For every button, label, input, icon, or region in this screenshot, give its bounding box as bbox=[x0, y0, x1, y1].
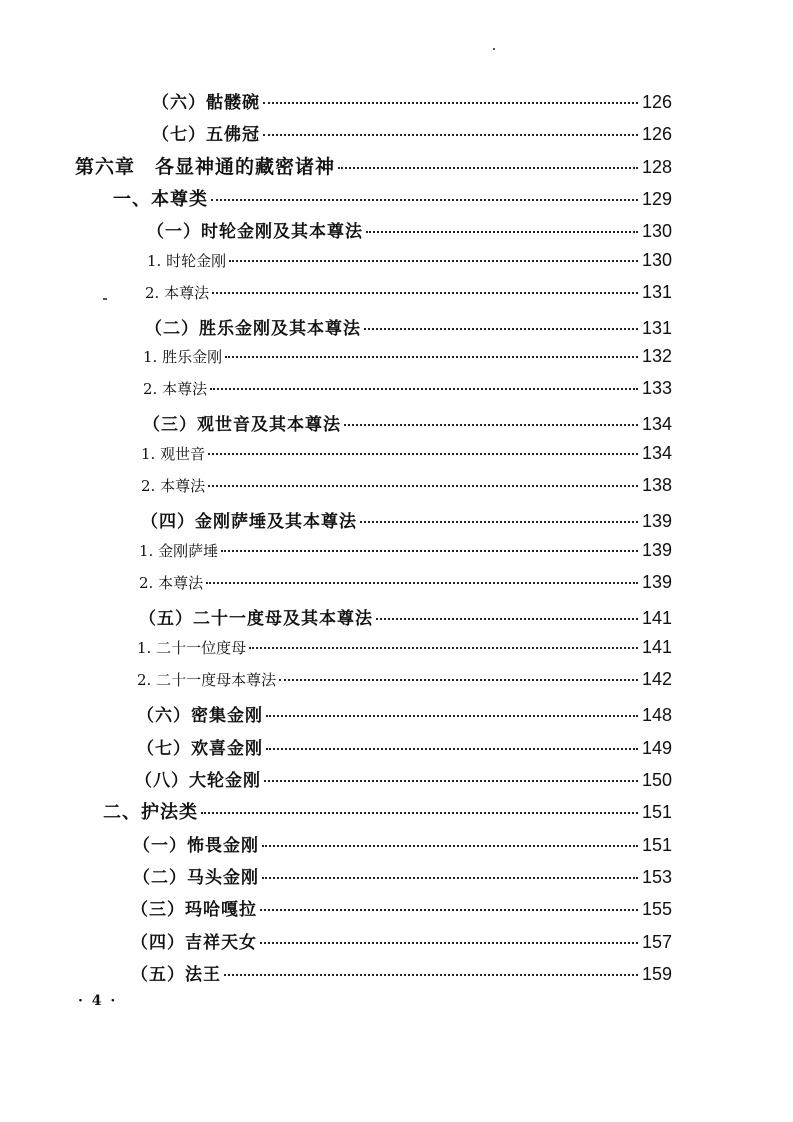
toc-entry[interactable] bbox=[139, 604, 680, 632]
toc-entry-label: （六）骷髅碗 bbox=[152, 93, 260, 113]
dot-leader bbox=[262, 843, 638, 847]
toc-subentry[interactable] bbox=[147, 250, 680, 278]
toc-entry-page: 131 bbox=[642, 318, 673, 338]
toc-section-entry[interactable] bbox=[113, 185, 680, 213]
toc-entry-label: 1. 胜乐金刚 bbox=[143, 348, 223, 366]
dot-leader bbox=[212, 290, 638, 294]
toc-subentry[interactable] bbox=[137, 637, 680, 665]
toc-entry-label: （八）大轮金刚 bbox=[135, 771, 261, 791]
toc-entry[interactable] bbox=[133, 831, 680, 859]
toc-entry[interactable] bbox=[131, 895, 680, 923]
toc-entry-page: 134 bbox=[642, 443, 673, 463]
dot-leader bbox=[263, 132, 638, 136]
dot-leader bbox=[208, 451, 638, 455]
toc-entry-page: 133 bbox=[642, 378, 673, 398]
toc-entry-page: 148 bbox=[642, 705, 673, 725]
toc-entry-page: 159 bbox=[642, 964, 673, 984]
dot-leader bbox=[266, 746, 638, 750]
toc-entry-label: （二）胜乐金刚及其本尊法 bbox=[145, 319, 361, 339]
toc-entry-label: 2. 本尊法 bbox=[143, 380, 208, 398]
toc-entry-label: （四）金刚萨埵及其本尊法 bbox=[141, 512, 357, 532]
toc-entry-page: 132 bbox=[642, 346, 673, 366]
toc-entry-page: 157 bbox=[642, 932, 673, 952]
toc-entry-label: 2. 二十一度母本尊法 bbox=[137, 671, 277, 689]
dot-leader bbox=[221, 548, 638, 552]
toc-entry[interactable] bbox=[141, 507, 680, 535]
section-title: 一、本尊类 bbox=[113, 189, 208, 210]
toc-subentry[interactable] bbox=[139, 540, 680, 568]
toc-entry-label: （六）密集金刚 bbox=[137, 706, 263, 726]
toc-entry-page: 128 bbox=[642, 157, 673, 177]
toc-entry-page: 138 bbox=[642, 475, 673, 495]
toc-entry[interactable] bbox=[137, 734, 680, 762]
dot-leader bbox=[338, 165, 638, 169]
toc-entry-label: 1. 观世音 bbox=[141, 445, 206, 463]
toc-entry[interactable] bbox=[131, 928, 680, 956]
dot-leader bbox=[249, 645, 638, 649]
toc-subentry[interactable] bbox=[141, 443, 680, 471]
dot-leader bbox=[264, 778, 638, 782]
toc-entry-page: 141 bbox=[642, 637, 673, 657]
toc-entry-page: 130 bbox=[642, 250, 673, 270]
dot-leader bbox=[364, 326, 638, 330]
toc-entry-label: （二）马头金刚 bbox=[133, 868, 259, 888]
dot-leader bbox=[210, 386, 638, 390]
toc-entry-label: （三）玛哈嘎拉 bbox=[131, 900, 257, 920]
toc-entry-label: （七）五佛冠 bbox=[152, 125, 260, 145]
toc-entry-label: （一）怖畏金刚 bbox=[133, 836, 259, 856]
toc-entry-label: （五）法王 bbox=[131, 965, 221, 985]
toc-entry-label: （四）吉祥天女 bbox=[131, 933, 257, 953]
toc-entry[interactable] bbox=[147, 217, 680, 245]
dot-leader bbox=[263, 100, 638, 104]
toc-entry-page: 139 bbox=[642, 540, 673, 560]
toc-entry[interactable] bbox=[152, 88, 680, 116]
toc-subentry[interactable] bbox=[143, 378, 680, 406]
toc-entry[interactable] bbox=[133, 863, 680, 891]
dot-leader bbox=[262, 875, 638, 879]
dot-leader bbox=[208, 483, 638, 487]
dot-leader bbox=[260, 907, 638, 911]
dot-leader bbox=[224, 972, 638, 976]
toc-entry[interactable] bbox=[152, 120, 680, 148]
toc-entry-page: 130 bbox=[642, 221, 673, 241]
toc-entry-page: 153 bbox=[642, 867, 673, 887]
toc-entry[interactable] bbox=[137, 701, 680, 729]
toc-subentry[interactable] bbox=[139, 572, 680, 600]
dot-leader bbox=[201, 810, 638, 814]
toc-entry-label: 1. 金刚萨埵 bbox=[139, 542, 219, 560]
toc-entry-label: （七）欢喜金刚 bbox=[137, 739, 263, 759]
toc-entry-label: 2. 本尊法 bbox=[139, 574, 204, 592]
toc-chapter-entry[interactable] bbox=[75, 152, 680, 180]
toc-entry[interactable] bbox=[143, 410, 680, 438]
toc-subentry[interactable] bbox=[145, 282, 680, 310]
chapter-title: 第六章 各显神通的藏密诸神 bbox=[75, 156, 336, 178]
toc-entry-page: 126 bbox=[642, 92, 673, 112]
toc-entry-page: 134 bbox=[642, 414, 673, 434]
dot-leader bbox=[366, 229, 638, 233]
toc-entry[interactable] bbox=[131, 960, 680, 988]
toc-entry-page: 155 bbox=[642, 899, 673, 919]
toc-entry-page: 150 bbox=[642, 770, 673, 790]
toc-entry-page: 126 bbox=[642, 124, 673, 144]
toc-entry-page: 151 bbox=[642, 802, 673, 822]
toc-subentry[interactable] bbox=[141, 475, 680, 503]
dot-leader bbox=[266, 713, 638, 717]
section-title: 二、护法类 bbox=[103, 802, 198, 823]
dot-leader bbox=[225, 354, 638, 358]
toc-section-entry[interactable] bbox=[103, 798, 680, 826]
toc-entry-page: 151 bbox=[642, 835, 673, 855]
dot-leader bbox=[279, 677, 638, 681]
dot-leader bbox=[206, 580, 638, 584]
toc-entry-label: 1. 二十一位度母 bbox=[137, 639, 247, 657]
toc-entry-label: 2. 本尊法 bbox=[141, 477, 206, 495]
toc-entry[interactable] bbox=[135, 766, 680, 794]
toc-entry-page: 129 bbox=[642, 189, 673, 209]
scan-speck bbox=[103, 298, 107, 300]
toc-entry-page: 139 bbox=[642, 511, 673, 531]
toc-entry-label: （五）二十一度母及其本尊法 bbox=[139, 609, 373, 629]
toc-subentry[interactable] bbox=[143, 346, 680, 374]
toc-entry-label: （一）时轮金刚及其本尊法 bbox=[147, 222, 363, 242]
dot-leader bbox=[344, 422, 638, 426]
toc-entry[interactable] bbox=[145, 314, 680, 342]
scan-speck bbox=[493, 48, 495, 50]
dot-leader bbox=[376, 616, 638, 620]
dot-leader bbox=[229, 258, 638, 262]
toc-entry-label: 2. 本尊法 bbox=[145, 284, 210, 302]
toc-entry-page: 141 bbox=[642, 608, 673, 628]
toc-entry-page: 131 bbox=[642, 282, 673, 302]
page-number-footer: · 4 · bbox=[78, 993, 118, 1009]
toc-entry-page: 149 bbox=[642, 738, 673, 758]
toc-subentry[interactable] bbox=[137, 669, 680, 697]
toc-entry-label: 1. 时轮金刚 bbox=[147, 252, 227, 270]
toc-entry-page: 139 bbox=[642, 572, 673, 592]
toc-entry-label: （三）观世音及其本尊法 bbox=[143, 415, 341, 435]
dot-leader bbox=[260, 940, 638, 944]
dot-leader bbox=[211, 197, 638, 201]
dot-leader bbox=[360, 519, 638, 523]
toc-entry-page: 142 bbox=[642, 669, 673, 689]
